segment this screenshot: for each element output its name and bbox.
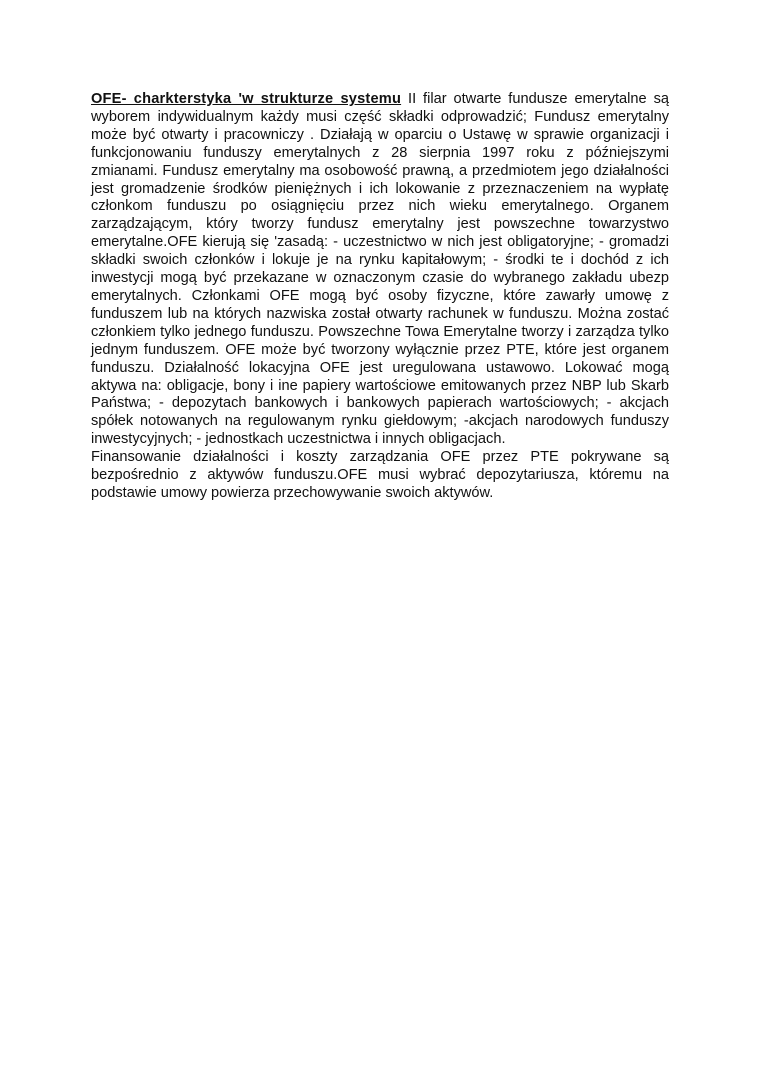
paragraph-2: Finansowanie działalności i koszty zarządzania OFE przez PTE pokrywane są bezpośrednio z aktywów funduszu.OFE musi wybrać depozytariusza, któremu na podstawie umowy powierza przechowywanie swoich aktywów. bbox=[91, 449, 669, 501]
paragraph-1-text: II filar otwarte fundusze emerytalne są wyborem indywidualnym każdy musi część składki odprowadzić; Fundusz emerytalny może być otwarty i pracowniczy . Działają w oparciu o Ustawę w sprawie organizacji i funkcjonowaniu funduszy emerytalnych z 28 sierpnia 1997 roku z późniejszymi zmianami. Fundusz emerytalny ma osobowość prawną, a przedmiotem jego działalności jest gromadzenie środków pieniężnych i ich lokowanie z przeznaczeniem na wypłatę członkom funduszu po osiągnięciu przez nich wieku emerytalnego. Organem zarządzającym, który tworzy fundusz emerytalny jest powszechne towarzystwo emerytalne.OFE kierują się 'zasadą: - uczestnictwo w nich jest obligatoryjne; - gromadzi składki swoich członków i lokuje je na rynku kapitałowym; - środki te i dochód z ich inwestycji mogą być przekazane w oznaczonym czasie do wybranego zakładu ubezp emerytalnych. Członkami OFE mogą być osoby fizyczne, które zawarły umowę z funduszem lub na których nazwiska został otwarty rachunek w funduszu. Można zostać członkiem tylko jednego funduszu. Powszechne Towa Emerytalne tworzy i zarządza tylko jednym funduszem. OFE może być tworzony wyłącznie przez PTE, które jest organem funduszu. Działalność lokacyjna OFE jest uregulowana ustawowo. Lokować mogą aktywa na: obligacje, bony i ine papiery wartościowe emitowanych przez NBP lub Skarb Państwa; - depozytach bankowych i bankowych papierach wartościowych; - akcjach spółek notowanych na regulowanym rynku giełdowym; -akcjach narodowych funduszy inwestycyjnych; - jednostkach uczestnictwa i innych obligacjach. bbox=[91, 91, 669, 448]
paragraph-1 bbox=[91, 91, 669, 449]
document-body bbox=[91, 91, 669, 503]
document-title: OFE- charkterstyka 'w strukturze systemu bbox=[91, 91, 402, 107]
